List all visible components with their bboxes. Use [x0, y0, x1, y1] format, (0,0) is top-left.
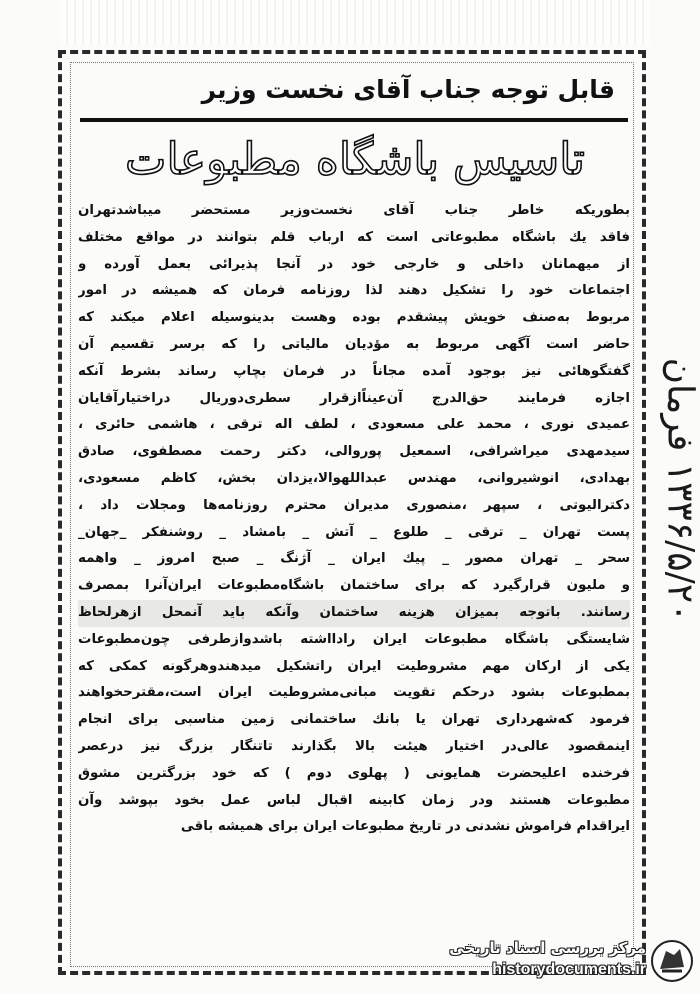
article-line: دکترالیوتی ، سپهر ،منصوری مدیران محترم روزنامه‌ها ومجلات داد ،: [78, 497, 630, 513]
watermark-persian-text: مرکز بررسی اسناد تاریخی: [449, 939, 646, 957]
article-line: اجتماعات خود را تشکیل دهند لذا روزنامه فرمان که همیشه در امور: [78, 283, 630, 299]
article-line: و ملیون قرارگیرد که برای ساختمان باشگاه‌مطبوعات ایران‌آنرا بمصرف: [78, 578, 630, 594]
article-line: مربوط به‌صنف خویش پیشقدم بوده وهست بدینوسیله اعلام میکند که: [78, 310, 630, 326]
article-title: تاسیس باشگاه مطبوعات: [125, 134, 585, 185]
article-line: بهدادی، انوشیروانی، مهندس عبداللهوالا،یزدان بخش، کاظم مسعودی،: [78, 470, 630, 486]
header-divider: [80, 118, 628, 122]
archive-logo-icon: [650, 939, 694, 983]
watermark-url-text: historydocuments.ir: [492, 961, 646, 978]
article-line: عمیدی نوری ، محمد علی مسعودی ، لطف اله ترقی ، هاشمی حائری ،: [78, 417, 630, 433]
article-line: یکی از ارکان مهم مشروطیت ایران راتشکیل میدهندوهرگونه کمکی که: [78, 658, 630, 674]
article-line: بمطبوعات بشود درحکم تقویت مبانی‌مشروطیت ایران است،مقترحخواهند: [78, 685, 630, 701]
article-line: سحر _ تهران مصور _ پیك ایران _ آژنگ _ صبح امروز _ واهمه: [78, 551, 630, 567]
article-line: فرمود که‌شهرداری تهران یا بانك ساختمانی زمین مناسبی برای انجام: [78, 712, 630, 728]
handwritten-margin-note: [660, 130, 700, 850]
article-line: اجازه فرمایند حق‌الدرج آن‌عیناًازقرار سطری‌دوریال دراختیارآقایان: [78, 390, 630, 406]
article-line: ایراقدام فراموش نشدنی در تاریخ مطبوعات ایران برای همیشه باقی: [180, 819, 630, 835]
page-top-edge: [60, 0, 650, 46]
article-line: رسانند. باتوجه بمیزان هزینه ساختمان وآنکه باید آنمحل ازهرلحاظ: [78, 600, 630, 627]
article-line: گفتگوهائی نیز بوجود آمده مجاناً در فرمان بچاپ رساند بشرط آنکه: [78, 363, 630, 379]
header-title: قابل توجه جناب آقای نخست وزیر: [201, 75, 615, 104]
article-line: فاقد یك باشگاه مطبوعاتی است که ارباب قلم بتوانند در مواقع مختلف: [78, 229, 630, 245]
article-line: مطبوعات هستند ودر زمان کابینه اقبال لباس عمل بخود بپوشد وآن: [78, 792, 630, 808]
handwritten-note-text: ۱۳۳۶/۵/۲۰ فرمان: [660, 357, 700, 623]
article-line: فرخنده اعلیحضرت همایونی ( پهلوی دوم ) که خود بزرگترین مشوق: [78, 765, 630, 781]
article-line: بطوریکه خاطر جناب آقای نخست‌وزیر مستحضر میباشدتهران: [78, 203, 630, 218]
article-line: پست تهران _ ترقی _ طلوع _ آتش _ بامشاد _ روشنفکر _جهان_: [78, 524, 630, 540]
article-line: اینمقصود عالی‌در اختیار هیئت بالا بگذارند تاتنگار بزرگ نیز درعصر: [78, 738, 630, 754]
archive-watermark: [400, 935, 698, 991]
article-line: از میهمانان داخلی و خارجی خود در آنجا پذیرائی بعمل آورده و: [78, 256, 630, 272]
article-line: سیدمهدی میراشرافی، اسمعیل پوروالی، دکتر رحمت مصطفوی، صادق: [78, 444, 630, 460]
article-line: حاضر است آگهی مربوط به مؤدیان مالیاتی را که برسر تقسیم آن: [78, 336, 630, 352]
article-body: [78, 198, 630, 841]
article-line: شایستگی باشگاه مطبوعات ایران رادااشته باشدوازطرفی چون‌مطبوعات: [78, 631, 630, 647]
